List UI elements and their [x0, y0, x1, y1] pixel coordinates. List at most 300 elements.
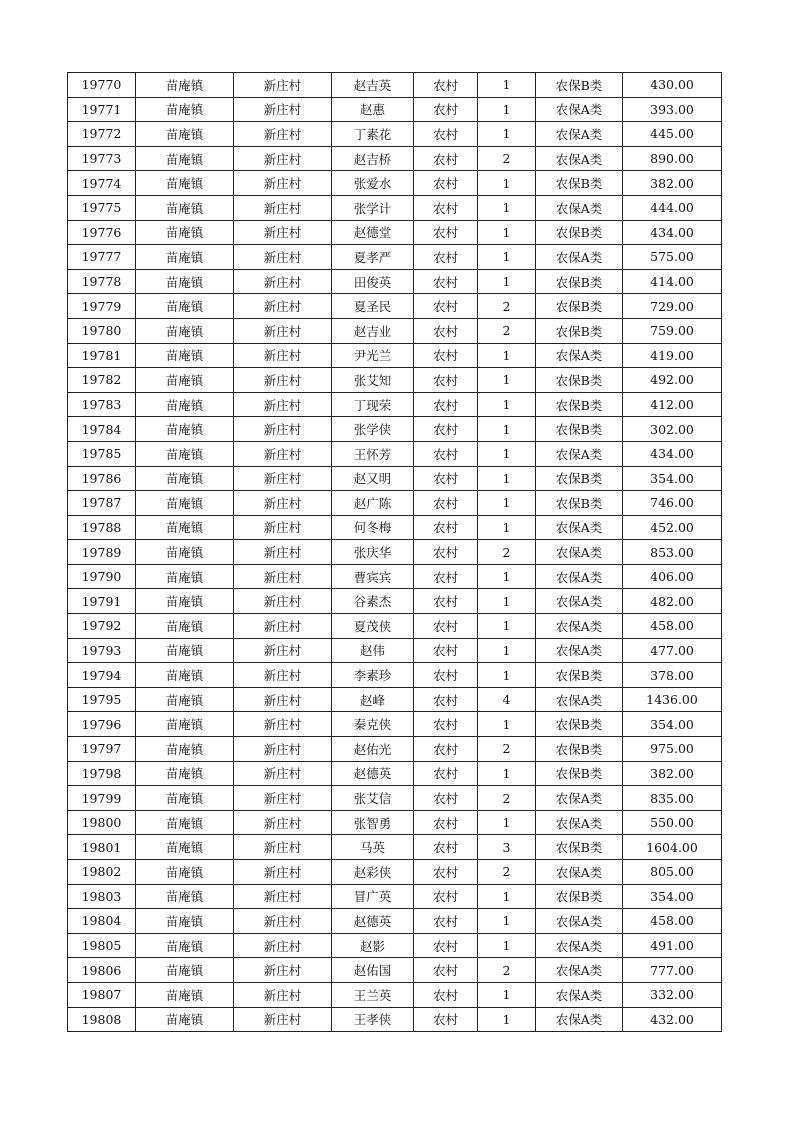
household-type-cell: 农村 — [414, 860, 478, 885]
household-type-cell: 农村 — [414, 564, 478, 589]
people-count-cell: 1 — [478, 441, 536, 466]
town-cell: 苗庵镇 — [136, 786, 234, 811]
town-cell: 苗庵镇 — [136, 589, 234, 614]
town-cell: 苗庵镇 — [136, 982, 234, 1007]
insurance-category-cell: 农保B类 — [536, 318, 623, 343]
insurance-category-cell: 农保A类 — [536, 245, 623, 270]
row-id-cell: 19807 — [68, 982, 136, 1007]
row-id-cell: 19785 — [68, 441, 136, 466]
insurance-category-cell: 农保A类 — [536, 441, 623, 466]
row-id-cell: 19778 — [68, 269, 136, 294]
insurance-category-cell: 农保A类 — [536, 343, 623, 368]
row-id-cell: 19772 — [68, 122, 136, 147]
amount-cell: 406.00 — [623, 564, 722, 589]
insurance-category-cell: 农保B类 — [536, 417, 623, 442]
village-cell: 新庄村 — [234, 195, 332, 220]
amount-cell: 419.00 — [623, 343, 722, 368]
people-count-cell: 1 — [478, 761, 536, 786]
amount-cell: 354.00 — [623, 712, 722, 737]
people-count-cell: 1 — [478, 564, 536, 589]
insurance-category-cell: 农保B类 — [536, 737, 623, 762]
row-id-cell: 19789 — [68, 540, 136, 565]
village-cell: 新庄村 — [234, 540, 332, 565]
household-type-cell: 农村 — [414, 786, 478, 811]
village-cell: 新庄村 — [234, 245, 332, 270]
row-id-cell: 19779 — [68, 294, 136, 319]
amount-cell: 890.00 — [623, 146, 722, 171]
name-cell: 谷素杰 — [332, 589, 414, 614]
table-row — [68, 786, 722, 811]
insurance-category-cell: 农保A类 — [536, 909, 623, 934]
amount-cell: 382.00 — [623, 761, 722, 786]
table-row — [68, 195, 722, 220]
insurance-category-cell: 农保B类 — [536, 884, 623, 909]
people-count-cell: 1 — [478, 810, 536, 835]
amount-cell: 445.00 — [623, 122, 722, 147]
town-cell: 苗庵镇 — [136, 614, 234, 639]
insurance-category-cell: 农保A类 — [536, 982, 623, 1007]
town-cell: 苗庵镇 — [136, 343, 234, 368]
people-count-cell: 1 — [478, 73, 536, 98]
amount-cell: 302.00 — [623, 417, 722, 442]
name-cell: 丁现荣 — [332, 392, 414, 417]
village-cell: 新庄村 — [234, 958, 332, 983]
village-cell: 新庄村 — [234, 368, 332, 393]
amount-cell: 432.00 — [623, 1007, 722, 1032]
town-cell: 苗庵镇 — [136, 491, 234, 516]
insurance-category-cell: 农保B类 — [536, 294, 623, 319]
people-count-cell: 1 — [478, 171, 536, 196]
row-id-cell: 19780 — [68, 318, 136, 343]
town-cell: 苗庵镇 — [136, 1007, 234, 1032]
town-cell: 苗庵镇 — [136, 294, 234, 319]
household-type-cell: 农村 — [414, 491, 478, 516]
household-type-cell: 农村 — [414, 97, 478, 122]
household-type-cell: 农村 — [414, 810, 478, 835]
name-cell: 赵惠 — [332, 97, 414, 122]
table-row — [68, 687, 722, 712]
people-count-cell: 2 — [478, 786, 536, 811]
table-row — [68, 343, 722, 368]
name-cell: 赵吉业 — [332, 318, 414, 343]
household-type-cell: 农村 — [414, 343, 478, 368]
amount-cell: 434.00 — [623, 220, 722, 245]
town-cell: 苗庵镇 — [136, 909, 234, 934]
row-id-cell: 19797 — [68, 737, 136, 762]
town-cell: 苗庵镇 — [136, 564, 234, 589]
household-type-cell: 农村 — [414, 245, 478, 270]
table-row — [68, 515, 722, 540]
table-row — [68, 368, 722, 393]
village-cell: 新庄村 — [234, 73, 332, 98]
town-cell: 苗庵镇 — [136, 73, 234, 98]
town-cell: 苗庵镇 — [136, 663, 234, 688]
row-id-cell: 19773 — [68, 146, 136, 171]
insurance-category-cell: 农保A类 — [536, 933, 623, 958]
amount-cell: 414.00 — [623, 269, 722, 294]
village-cell: 新庄村 — [234, 343, 332, 368]
table-row — [68, 1007, 722, 1032]
household-type-cell: 农村 — [414, 712, 478, 737]
table-row — [68, 835, 722, 860]
subsidy-table — [67, 72, 722, 1032]
name-cell: 张庆华 — [332, 540, 414, 565]
village-cell: 新庄村 — [234, 146, 332, 171]
household-type-cell: 农村 — [414, 73, 478, 98]
people-count-cell: 1 — [478, 663, 536, 688]
people-count-cell: 1 — [478, 515, 536, 540]
table-row — [68, 441, 722, 466]
village-cell: 新庄村 — [234, 269, 332, 294]
name-cell: 马英 — [332, 835, 414, 860]
household-type-cell: 农村 — [414, 687, 478, 712]
amount-cell: 491.00 — [623, 933, 722, 958]
village-cell: 新庄村 — [234, 171, 332, 196]
table-row — [68, 884, 722, 909]
household-type-cell: 农村 — [414, 368, 478, 393]
people-count-cell: 2 — [478, 958, 536, 983]
name-cell: 赵伟 — [332, 638, 414, 663]
village-cell: 新庄村 — [234, 909, 332, 934]
town-cell: 苗庵镇 — [136, 441, 234, 466]
household-type-cell: 农村 — [414, 294, 478, 319]
town-cell: 苗庵镇 — [136, 810, 234, 835]
household-type-cell: 农村 — [414, 466, 478, 491]
insurance-category-cell: 农保A类 — [536, 1007, 623, 1032]
insurance-category-cell: 农保A类 — [536, 515, 623, 540]
household-type-cell: 农村 — [414, 392, 478, 417]
village-cell: 新庄村 — [234, 835, 332, 860]
household-type-cell: 农村 — [414, 614, 478, 639]
people-count-cell: 1 — [478, 97, 536, 122]
amount-cell: 354.00 — [623, 884, 722, 909]
name-cell: 张学计 — [332, 195, 414, 220]
name-cell: 张艾知 — [332, 368, 414, 393]
row-id-cell: 19795 — [68, 687, 136, 712]
household-type-cell: 农村 — [414, 933, 478, 958]
insurance-category-cell: 农保A类 — [536, 810, 623, 835]
name-cell: 赵德堂 — [332, 220, 414, 245]
name-cell: 赵德英 — [332, 761, 414, 786]
village-cell: 新庄村 — [234, 318, 332, 343]
row-id-cell: 19793 — [68, 638, 136, 663]
amount-cell: 1436.00 — [623, 687, 722, 712]
village-cell: 新庄村 — [234, 810, 332, 835]
row-id-cell: 19788 — [68, 515, 136, 540]
table-row — [68, 933, 722, 958]
town-cell: 苗庵镇 — [136, 466, 234, 491]
amount-cell: 332.00 — [623, 982, 722, 1007]
town-cell: 苗庵镇 — [136, 737, 234, 762]
town-cell: 苗庵镇 — [136, 122, 234, 147]
insurance-category-cell: 农保A类 — [536, 589, 623, 614]
name-cell: 王兰英 — [332, 982, 414, 1007]
amount-cell: 777.00 — [623, 958, 722, 983]
row-id-cell: 19794 — [68, 663, 136, 688]
insurance-category-cell: 农保A类 — [536, 564, 623, 589]
insurance-category-cell: 农保B类 — [536, 491, 623, 516]
table-row — [68, 392, 722, 417]
table-row — [68, 982, 722, 1007]
amount-cell: 458.00 — [623, 909, 722, 934]
insurance-category-cell: 农保A类 — [536, 860, 623, 885]
name-cell: 夏茂侠 — [332, 614, 414, 639]
amount-cell: 550.00 — [623, 810, 722, 835]
people-count-cell: 1 — [478, 417, 536, 442]
people-count-cell: 1 — [478, 1007, 536, 1032]
name-cell: 张学侠 — [332, 417, 414, 442]
household-type-cell: 农村 — [414, 171, 478, 196]
people-count-cell: 1 — [478, 982, 536, 1007]
table-row — [68, 269, 722, 294]
insurance-category-cell: 农保A类 — [536, 687, 623, 712]
village-cell: 新庄村 — [234, 491, 332, 516]
town-cell: 苗庵镇 — [136, 712, 234, 737]
insurance-category-cell: 农保A类 — [536, 614, 623, 639]
amount-cell: 492.00 — [623, 368, 722, 393]
household-type-cell: 农村 — [414, 515, 478, 540]
village-cell: 新庄村 — [234, 687, 332, 712]
name-cell: 冒广英 — [332, 884, 414, 909]
table-body — [68, 73, 722, 1032]
people-count-cell: 4 — [478, 687, 536, 712]
table-row — [68, 663, 722, 688]
people-count-cell: 1 — [478, 392, 536, 417]
insurance-category-cell: 农保B类 — [536, 220, 623, 245]
table-row — [68, 318, 722, 343]
village-cell: 新庄村 — [234, 392, 332, 417]
insurance-category-cell: 农保B类 — [536, 368, 623, 393]
town-cell: 苗庵镇 — [136, 97, 234, 122]
name-cell: 尹光兰 — [332, 343, 414, 368]
people-count-cell: 1 — [478, 589, 536, 614]
people-count-cell: 2 — [478, 294, 536, 319]
table-row — [68, 417, 722, 442]
amount-cell: 378.00 — [623, 663, 722, 688]
town-cell: 苗庵镇 — [136, 368, 234, 393]
household-type-cell: 农村 — [414, 269, 478, 294]
people-count-cell: 1 — [478, 909, 536, 934]
table-row — [68, 122, 722, 147]
household-type-cell: 农村 — [414, 909, 478, 934]
table-row — [68, 220, 722, 245]
row-id-cell: 19796 — [68, 712, 136, 737]
town-cell: 苗庵镇 — [136, 318, 234, 343]
amount-cell: 746.00 — [623, 491, 722, 516]
insurance-category-cell: 农保B类 — [536, 712, 623, 737]
village-cell: 新庄村 — [234, 614, 332, 639]
row-id-cell: 19787 — [68, 491, 136, 516]
people-count-cell: 3 — [478, 835, 536, 860]
people-count-cell: 2 — [478, 540, 536, 565]
town-cell: 苗庵镇 — [136, 884, 234, 909]
household-type-cell: 农村 — [414, 982, 478, 1007]
village-cell: 新庄村 — [234, 564, 332, 589]
row-id-cell: 19803 — [68, 884, 136, 909]
name-cell: 李素珍 — [332, 663, 414, 688]
name-cell: 赵广陈 — [332, 491, 414, 516]
household-type-cell: 农村 — [414, 195, 478, 220]
town-cell: 苗庵镇 — [136, 638, 234, 663]
insurance-category-cell: 农保B类 — [536, 761, 623, 786]
household-type-cell: 农村 — [414, 835, 478, 860]
village-cell: 新庄村 — [234, 638, 332, 663]
name-cell: 张爱水 — [332, 171, 414, 196]
town-cell: 苗庵镇 — [136, 245, 234, 270]
amount-cell: 835.00 — [623, 786, 722, 811]
town-cell: 苗庵镇 — [136, 220, 234, 245]
village-cell: 新庄村 — [234, 982, 332, 1007]
household-type-cell: 农村 — [414, 589, 478, 614]
table-row — [68, 466, 722, 491]
village-cell: 新庄村 — [234, 589, 332, 614]
town-cell: 苗庵镇 — [136, 933, 234, 958]
people-count-cell: 1 — [478, 122, 536, 147]
household-type-cell: 农村 — [414, 663, 478, 688]
village-cell: 新庄村 — [234, 97, 332, 122]
name-cell: 秦克侠 — [332, 712, 414, 737]
name-cell: 赵德英 — [332, 909, 414, 934]
row-id-cell: 19782 — [68, 368, 136, 393]
town-cell: 苗庵镇 — [136, 417, 234, 442]
village-cell: 新庄村 — [234, 220, 332, 245]
table-row — [68, 245, 722, 270]
row-id-cell: 19802 — [68, 860, 136, 885]
people-count-cell: 2 — [478, 737, 536, 762]
row-id-cell: 19804 — [68, 909, 136, 934]
table-row — [68, 638, 722, 663]
name-cell: 赵吉桥 — [332, 146, 414, 171]
amount-cell: 805.00 — [623, 860, 722, 885]
name-cell: 夏圣民 — [332, 294, 414, 319]
amount-cell: 434.00 — [623, 441, 722, 466]
insurance-category-cell: 农保B类 — [536, 392, 623, 417]
village-cell: 新庄村 — [234, 515, 332, 540]
name-cell: 王孝侠 — [332, 1007, 414, 1032]
table-row — [68, 73, 722, 98]
row-id-cell: 19800 — [68, 810, 136, 835]
table-row — [68, 589, 722, 614]
name-cell: 赵彩侠 — [332, 860, 414, 885]
table-row — [68, 540, 722, 565]
insurance-category-cell: 农保A类 — [536, 146, 623, 171]
village-cell: 新庄村 — [234, 122, 332, 147]
row-id-cell: 19786 — [68, 466, 136, 491]
table-row — [68, 712, 722, 737]
people-count-cell: 1 — [478, 614, 536, 639]
village-cell: 新庄村 — [234, 466, 332, 491]
amount-cell: 477.00 — [623, 638, 722, 663]
people-count-cell: 1 — [478, 195, 536, 220]
household-type-cell: 农村 — [414, 1007, 478, 1032]
household-type-cell: 农村 — [414, 441, 478, 466]
people-count-cell: 2 — [478, 318, 536, 343]
insurance-category-cell: 农保B类 — [536, 73, 623, 98]
household-type-cell: 农村 — [414, 318, 478, 343]
table-row — [68, 909, 722, 934]
household-type-cell: 农村 — [414, 146, 478, 171]
name-cell: 赵佑国 — [332, 958, 414, 983]
table-row — [68, 294, 722, 319]
row-id-cell: 19784 — [68, 417, 136, 442]
town-cell: 苗庵镇 — [136, 515, 234, 540]
village-cell: 新庄村 — [234, 1007, 332, 1032]
household-type-cell: 农村 — [414, 220, 478, 245]
town-cell: 苗庵镇 — [136, 269, 234, 294]
insurance-category-cell: 农保B类 — [536, 269, 623, 294]
insurance-category-cell: 农保A类 — [536, 958, 623, 983]
row-id-cell: 19774 — [68, 171, 136, 196]
name-cell: 田俊英 — [332, 269, 414, 294]
row-id-cell: 19783 — [68, 392, 136, 417]
household-type-cell: 农村 — [414, 884, 478, 909]
row-id-cell: 19805 — [68, 933, 136, 958]
amount-cell: 575.00 — [623, 245, 722, 270]
insurance-category-cell: 农保B类 — [536, 171, 623, 196]
household-type-cell: 农村 — [414, 958, 478, 983]
people-count-cell: 1 — [478, 245, 536, 270]
village-cell: 新庄村 — [234, 884, 332, 909]
people-count-cell: 1 — [478, 220, 536, 245]
amount-cell: 444.00 — [623, 195, 722, 220]
amount-cell: 393.00 — [623, 97, 722, 122]
village-cell: 新庄村 — [234, 663, 332, 688]
insurance-category-cell: 农保B类 — [536, 466, 623, 491]
table-row — [68, 810, 722, 835]
row-id-cell: 19790 — [68, 564, 136, 589]
name-cell: 夏孝严 — [332, 245, 414, 270]
row-id-cell: 19798 — [68, 761, 136, 786]
row-id-cell: 19770 — [68, 73, 136, 98]
amount-cell: 452.00 — [623, 515, 722, 540]
name-cell: 丁素花 — [332, 122, 414, 147]
town-cell: 苗庵镇 — [136, 761, 234, 786]
household-type-cell: 农村 — [414, 638, 478, 663]
insurance-category-cell: 农保A类 — [536, 122, 623, 147]
table-row — [68, 171, 722, 196]
town-cell: 苗庵镇 — [136, 392, 234, 417]
village-cell: 新庄村 — [234, 786, 332, 811]
row-id-cell: 19777 — [68, 245, 136, 270]
people-count-cell: 1 — [478, 884, 536, 909]
town-cell: 苗庵镇 — [136, 171, 234, 196]
table-row — [68, 146, 722, 171]
name-cell: 赵影 — [332, 933, 414, 958]
row-id-cell: 19799 — [68, 786, 136, 811]
name-cell: 曹宾宾 — [332, 564, 414, 589]
household-type-cell: 农村 — [414, 417, 478, 442]
people-count-cell: 1 — [478, 343, 536, 368]
amount-cell: 482.00 — [623, 589, 722, 614]
village-cell: 新庄村 — [234, 933, 332, 958]
insurance-category-cell: 农保B类 — [536, 663, 623, 688]
name-cell: 赵吉英 — [332, 73, 414, 98]
table-row — [68, 97, 722, 122]
name-cell: 赵佑光 — [332, 737, 414, 762]
row-id-cell: 19801 — [68, 835, 136, 860]
row-id-cell: 19775 — [68, 195, 136, 220]
town-cell: 苗庵镇 — [136, 958, 234, 983]
name-cell: 王怀芳 — [332, 441, 414, 466]
insurance-category-cell: 农保B类 — [536, 835, 623, 860]
town-cell: 苗庵镇 — [136, 860, 234, 885]
people-count-cell: 1 — [478, 933, 536, 958]
people-count-cell: 1 — [478, 712, 536, 737]
people-count-cell: 1 — [478, 269, 536, 294]
insurance-category-cell: 农保A类 — [536, 195, 623, 220]
table-row — [68, 614, 722, 639]
household-type-cell: 农村 — [414, 122, 478, 147]
